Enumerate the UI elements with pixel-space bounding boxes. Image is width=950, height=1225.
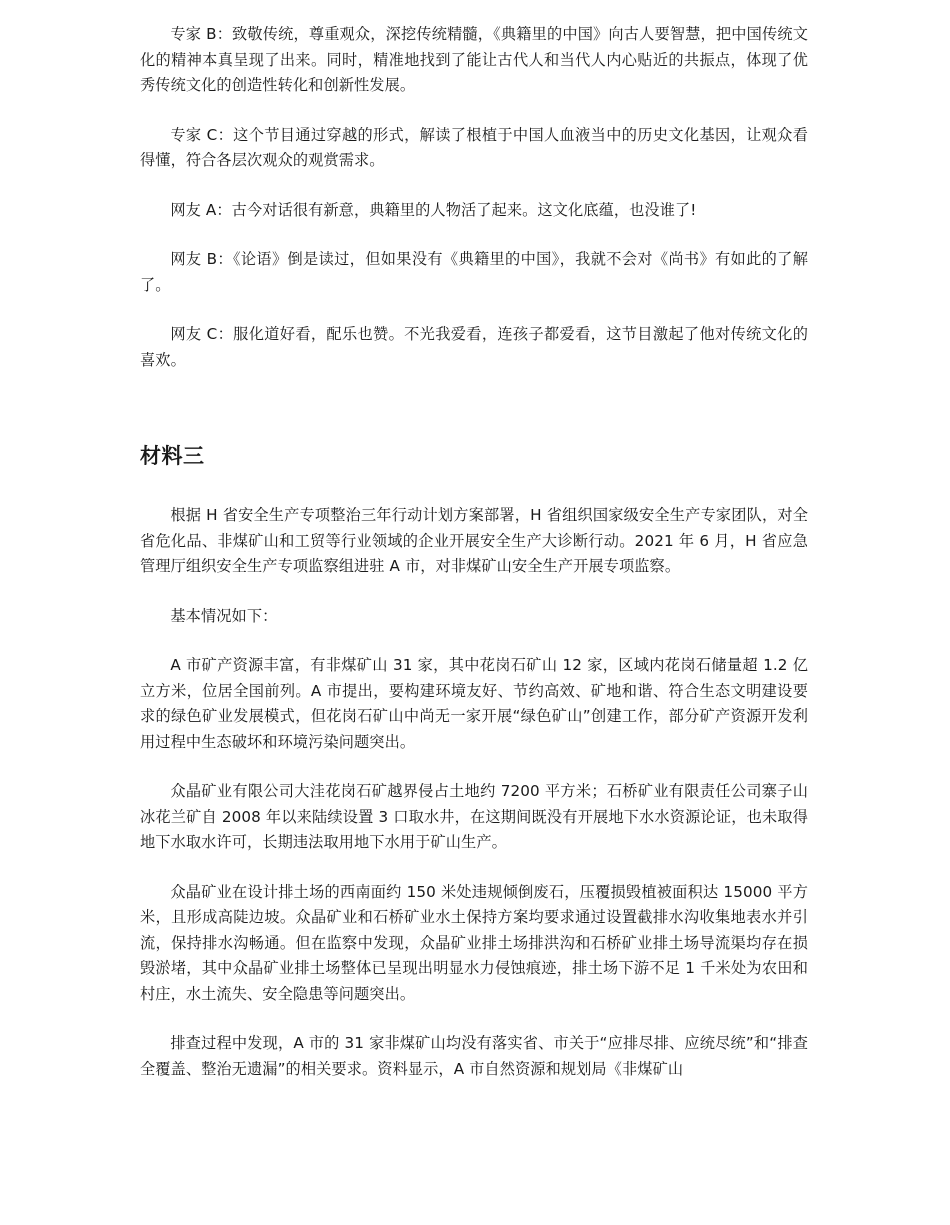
paragraph-inspection-findings: 排查过程中发现，A 市的 31 家非煤矿山均没有落实省、市关于“应排尽排、应统尽统”和“排查全覆盖、整治无遗漏”的相关要求。资料显示，A 市自然资源和规划局《非煤矿山 (140, 1034, 808, 1078)
paragraph-basic-info-intro: 基本情况如下： (170, 606, 278, 625)
paragraph-mineral-resources: A 市矿产资源丰富，有非煤矿山 31 家，其中花岗石矿山 12 家，区域内花岗石储量超 1.2 亿立方米，位居全国前列。A 市提出，要构建环境友好、节约高效、矿地和谐、符合生态文明建设要求的绿色矿业发展模式，但花岗石矿山中尚无一家开展“绿色矿山”创建工作，部分矿产资源开发利用过程中生态破坏和环境污染问题突出。 (140, 656, 808, 751)
paragraph-netizen-a: 网友 A：古今对话很有新意，典籍里的人物活了起来。这文化底蕴，也没谁了! (170, 200, 697, 219)
paragraph-expert-c: 专家 C：这个节目通过穿越的形式，解读了根植于中国人血液当中的历史文化基因，让观众看得懂，符合各层次观众的观赏需求。 (140, 125, 808, 169)
paragraph-waste-dumping: 众晶矿业在设计排土场的西南面约 150 米处违规倾倒废石，压覆损毁植被面积达 15000 平方米，且形成高陡边坡。众晶矿业和石桥矿业水土保持方案均要求通过设置截排水沟收集地表水并引流，保持排水沟畅通。但在监察中发现，众晶矿业排土场排洪沟和石桥矿业排土场导流渠均存在损毁淤堵，其中众晶矿业排土场整体已呈现出明显水力侵蚀痕迹，排土场下游不足 1 千米处为农田和村庄，水土流失、安全隐患等问题突出。 (140, 882, 808, 1003)
paragraph-land-water-violations: 众晶矿业有限公司大洼花岗石矿越界侵占土地约 7200 平方米；石桥矿业有限责任公司寨子山冰花兰矿自 2008 年以来陆续设置 3 口取水井，在这期间既没有开展地下水水资源论证，也未取得地下水取水许可，长期违法取用地下水用于矿山生产。 (140, 782, 808, 851)
paragraph-background: 根据 H 省安全生产专项整治三年行动计划方案部署，H 省组织国家级安全生产专家团队，对全省危化品、非煤矿山和工贸等行业领域的企业开展安全生产大诊断行动。2021 年 6 月，H 省应急管理厅组织安全生产专项监察组进驻 A 市，对非煤矿山安全生产开展专项监察。 (140, 506, 808, 575)
document-page (140, 22, 808, 1106)
paragraph-expert-b: 专家 B：致敬传统，尊重观众，深挖传统精髓，《典籍里的中国》向古人要智慧，把中国传统文化的精神本真呈现了出来。同时，精准地找到了能让古代人和当代人内心贴近的共振点，体现了优秀传统文化的创造性转化和创新性发展。 (140, 25, 808, 94)
paragraph-netizen-c: 网友 C：服化道好看，配乐也赞。不光我爱看，连孩子都爱看，这节目激起了他对传统文化的喜欢。 (140, 325, 808, 369)
paragraph-netizen-b: 网友 B：《论语》倒是读过，但如果没有《典籍里的中国》，我就不会对《尚书》有如此的了解了。 (140, 250, 808, 294)
section-title: 材料三 (140, 444, 205, 468)
